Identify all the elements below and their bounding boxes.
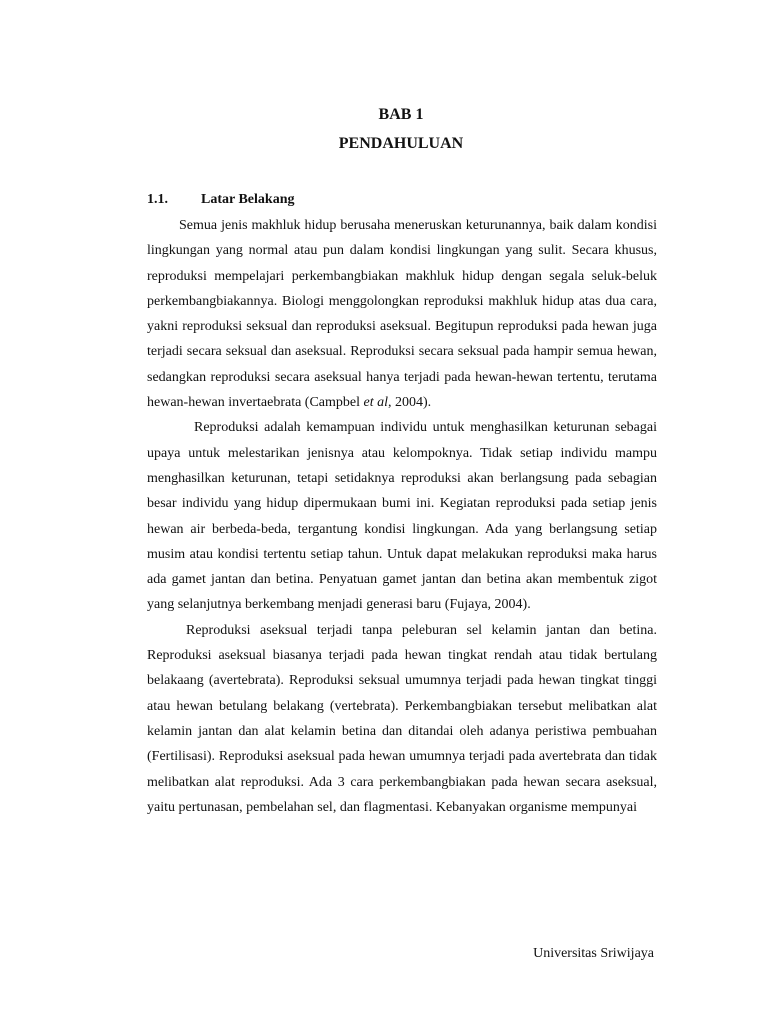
chapter-label: BAB 1 — [378, 106, 424, 123]
section-title: Latar Belakang — [201, 192, 295, 207]
section-heading — [147, 190, 294, 210]
body-text — [147, 213, 657, 820]
paragraph-1-emphasis: et al — [363, 395, 389, 411]
paragraph-1-text: Semua jenis makhluk hidup berusaha meneruskan keturunannya, baik dalam kondisi lingkungan yang normal atau pun dalam kondisi lingkungan yang sulit. Secara khusus, reproduksi mempelajari perkembangbiakan makhluk hidup dengan segala seluk-beluk perkembangbiakannya. Biologi menggolongkan reproduksi makhluk hidup atas dua cara, yakni reproduksi seksual dan reproduksi aseksual. Begitupun reproduksi pada hewan juga terjadi secara seksual dan aseksual. Reproduksi secara seksual pada hampir semua hewan, sedangkan reproduksi secara aseksual hanya terjadi pada hewan-hewan tertentu, terutama hewan-hewan invertaebrata (Campbel — [147, 218, 657, 411]
paragraph-2: Reproduksi adalah kemampuan individu untuk menghasilkan keturunan sebagai upaya untuk melestarikan jenisnya atau kelompoknya. Tidak setiap individu mampu menghasilkan keturunan, tetapi setidaknya reproduksi akan berlangsung pada sebagian besar individu yang hidup dipermukaan bumi ini. Kegiatan reproduksi pada setiap jenis hewan air berbeda-beda, tergantung kondisi lingkungan. Ada yang berlangsung setiap musim atau kondisi tertentu setiap tahun. Untuk dapat melakukan reproduksi maka harus ada gamet jantan dan betina. Penyatuan gamet jantan dan betina akan membentuk zigot yang selanjutnya berkembang menjadi generasi baru (Fujaya, 2004). — [147, 420, 657, 613]
footer-institution: Universitas Sriwijaya — [533, 946, 654, 961]
section-number: 1.1. — [147, 192, 168, 207]
paragraph-1 — [147, 213, 657, 415]
chapter-title: PENDAHULUAN — [338, 135, 464, 152]
paragraph-3: Reproduksi aseksual terjadi tanpa peleburan sel kelamin jantan dan betina. Reproduksi aseksual biasanya terjadi pada hewan tingkat rendah atau tidak bertulang belakaang (avertebrata). Reproduksi seksual umumnya terjadi pada hewan tingkat tinggi atau hewan betulang belakang (vertebrata). Perkembangbiakan tersebut melibatkan alat kelamin jantan dan alat kelamin betina dan ditandai oleh adanya peristiwa pembuahan (Fertilisasi). Reproduksi aseksual pada hewan umumnya terjadi pada avertebrata dan tidak melibatkan alat reproduksi. Ada 3 cara perkembangbiakan pada hewan secara aseksual, yaitu pertunasan, pembelahan sel, dan flagmentasi. Kebanyakan organisme mempunyai — [147, 622, 657, 815]
paragraph-1-citation-end: , 2004). — [388, 395, 432, 411]
